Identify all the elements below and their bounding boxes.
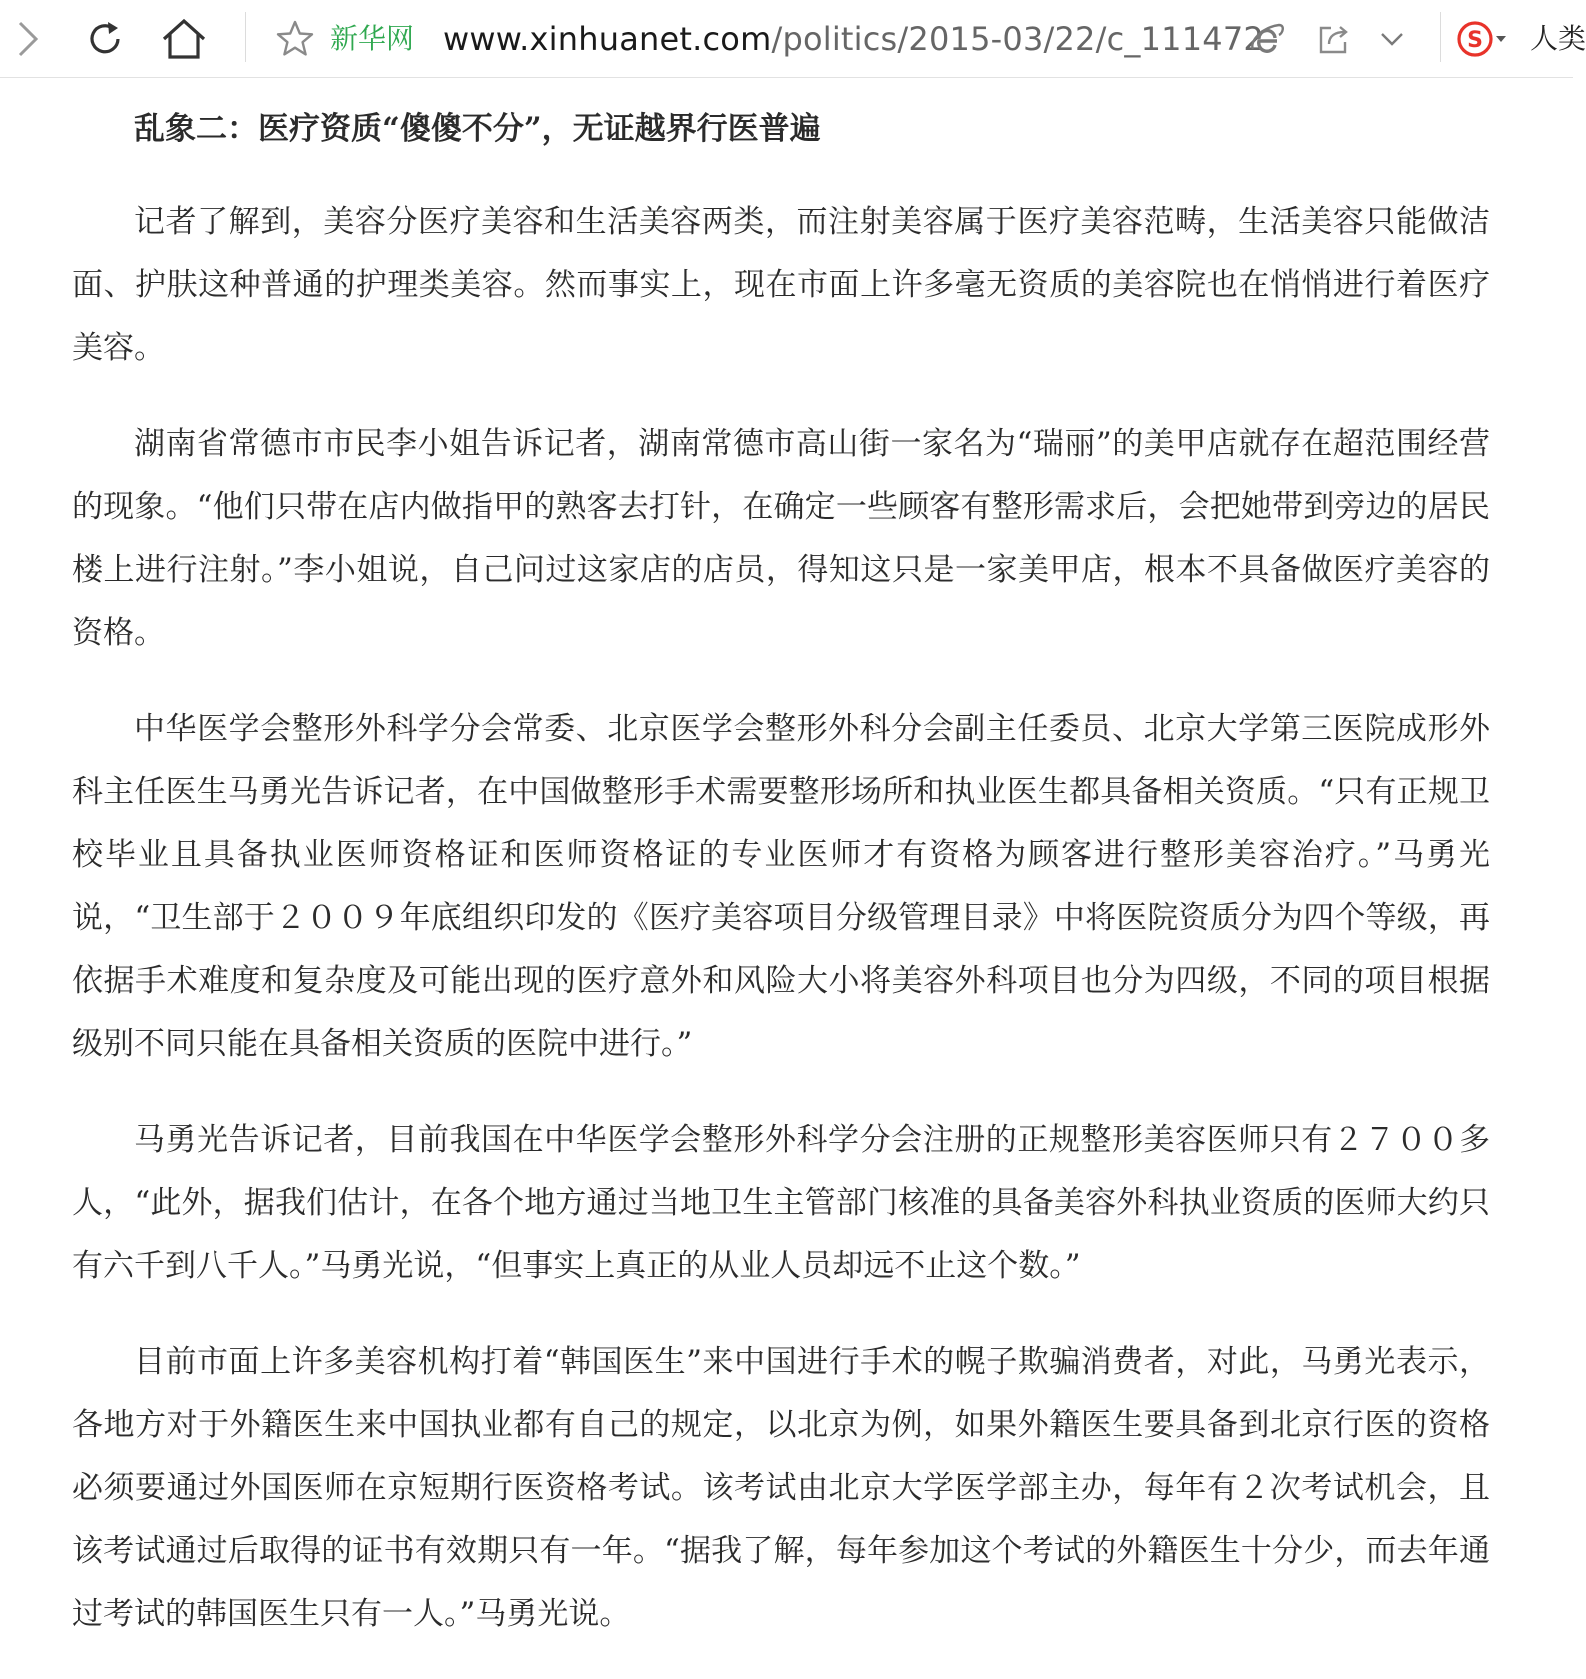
url-path: /politics/2015-03/22/c_111472 xyxy=(771,20,1264,58)
chevron-down-icon[interactable] xyxy=(1372,0,1412,78)
sogou-icon[interactable] xyxy=(1455,0,1511,78)
star-icon[interactable] xyxy=(272,0,318,78)
site-name: 新华网 xyxy=(330,22,415,55)
article-paragraph: 记者了解到，美容分医疗美容和生活美容两类，而注射美容属于医疗美容范畴，生活美容只能做洁面、护肤这种普通的护理类美容。然而事实上，现在市面上许多毫无资质的美容院也在悄悄进行着医疗美容。 xyxy=(72,204,1490,366)
ie-icon[interactable] xyxy=(1245,0,1289,78)
toolbar-separator xyxy=(245,12,246,62)
section-heading: 乱象二：医疗资质“傻傻不分”，无证越界行医普遍 xyxy=(134,111,821,147)
home-icon[interactable] xyxy=(158,0,210,78)
article-paragraph: 马勇光告诉记者，目前我国在中华医学会整形外科学分会注册的正规整形美容医师只有２７００多人，“此外，据我们估计，在各个地方通过当地卫生主管部门核准的具备美容外科执业资质的医师大约只有六千到八千人。”马勇光说，“但事实上真正的从业人员却远不止这个数。” xyxy=(72,1122,1490,1284)
article-paragraph: 中华医学会整形外科学分会常委、北京医学会整形外科分会副主任委员、北京大学第三医院成形外科主任医生马勇光告诉记者，在中国做整形手术需要整形场所和执业医生都具备相关资质。“只有正规卫校毕业且具备执业医师资格证和医师资格证的专业医师才有资格为顾客进行整形美容治疗。”马勇光说，“卫生部于２００９年底组织印发的《医疗美容项目分级管理目录》中将医院资质分为四个等级，再依据手术难度和复杂度及可能出现的医疗意外和风险大小将美容外科项目也分为四级，不同的项目根据级别不同只能在具备相关资质的医院中进行。” xyxy=(72,711,1490,1062)
toolbar-separator xyxy=(1440,12,1441,62)
url-host: www.xinhuanet.com xyxy=(443,20,772,58)
refresh-icon[interactable] xyxy=(80,0,130,78)
svg-text:S: S xyxy=(1467,28,1483,53)
toolbar-overflow-text: 人类 xyxy=(1530,22,1586,55)
chevron-right-icon[interactable] xyxy=(8,0,48,78)
article-body xyxy=(72,98,1490,1679)
browser-toolbar xyxy=(0,0,1586,78)
article-paragraph: 目前市面上许多美容机构打着“韩国医生”来中国进行手术的幌子欺骗消费者，对此，马勇光表示，各地方对于外籍医生来中国执业都有自己的规定，以北京为例，如果外籍医生要具备到北京行医的资格必须要通过外国医师在京短期行医资格考试。该考试由北京大学医学部主办，每年有２次考试机会，且该考试通过后取得的证书有效期只有一年。“据我了解，每年参加这个考试的外籍医生十分少，而去年通过考试的韩国医生只有一人。”马勇光说。 xyxy=(72,1344,1490,1632)
share-icon[interactable] xyxy=(1312,0,1356,78)
article-paragraph: 湖南省常德市市民李小姐告诉记者，湖南常德市高山街一家名为“瑞丽”的美甲店就存在超范围经营的现象。“他们只带在店内做指甲的熟客去打针，在确定一些顾客有整形需求后，会把她带到旁边的居民楼上进行注射。”李小姐说，自己问过这家店的店员，得知这只是一家美甲店，根本不具备做医疗美容的资格。 xyxy=(72,426,1490,651)
address-bar-url[interactable] xyxy=(443,0,1264,78)
